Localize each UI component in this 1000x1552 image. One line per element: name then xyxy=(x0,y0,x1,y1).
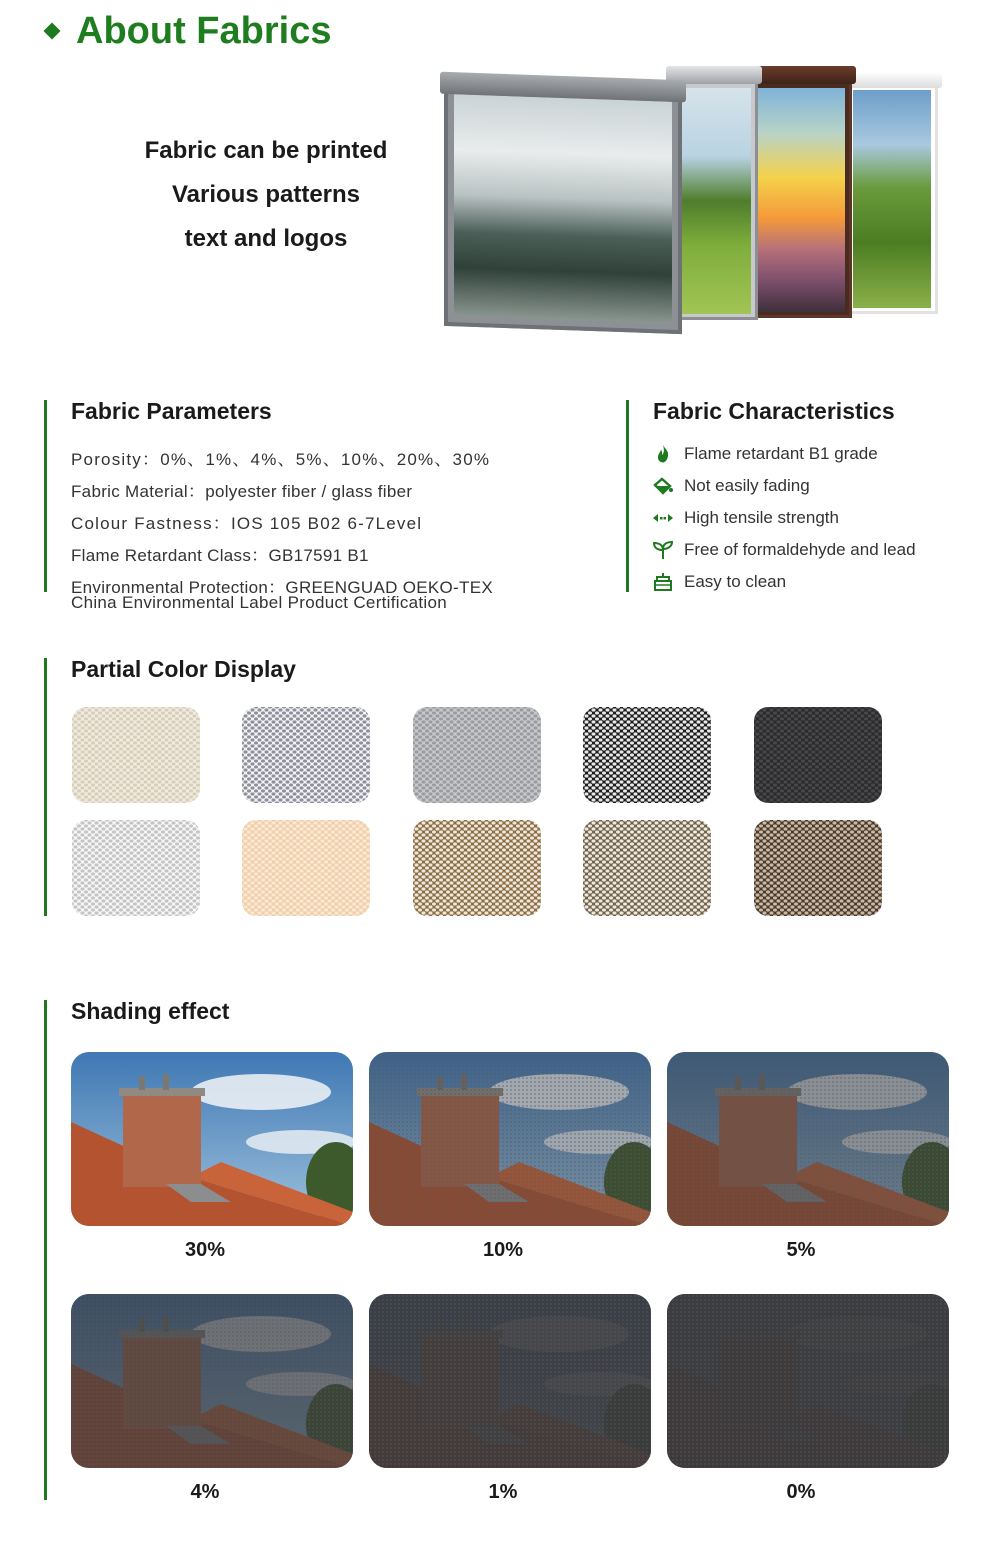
characteristic-label: Flame retardant B1 grade xyxy=(684,444,878,463)
characteristic-item xyxy=(652,540,916,560)
shading-label: 0% xyxy=(786,1481,816,1503)
blind-panel-forest xyxy=(454,94,672,324)
roller-blinds-illustration xyxy=(440,58,940,333)
blind-panel-hills xyxy=(853,90,931,308)
clean-icon xyxy=(652,572,674,592)
characteristic-item xyxy=(652,444,878,464)
shading-fabric-overlay xyxy=(667,1052,949,1226)
param-environmental: Environmental Protection：GREENGUAD OEKO-TEX xyxy=(71,578,493,597)
shading-label: 10% xyxy=(482,1239,524,1261)
blind-panel-sunset xyxy=(757,88,845,312)
fabric-swatch xyxy=(242,707,370,803)
fabric-swatch xyxy=(754,820,882,916)
flame-icon xyxy=(652,444,674,464)
param-material: Fabric Material：polyester fiber / glass fiber xyxy=(71,482,413,501)
param-flame-class: Flame Retardant Class：GB17591 B1 xyxy=(71,546,369,565)
fabric-swatch xyxy=(72,707,200,803)
shading-accent-bar xyxy=(44,1000,47,1500)
shading-fabric-overlay xyxy=(369,1052,651,1226)
shading-sample xyxy=(369,1052,651,1226)
shading-sample xyxy=(667,1294,949,1468)
shading-sample xyxy=(667,1052,949,1226)
shading-sample xyxy=(71,1294,353,1468)
colors-accent-bar xyxy=(44,658,47,916)
intro-line-2: Various patterns xyxy=(171,181,361,208)
characteristic-label: Easy to clean xyxy=(684,572,787,591)
param-porosity: Porosity：0%、1%、4%、5%、10%、20%、30% xyxy=(71,450,491,469)
shading-label: 4% xyxy=(190,1481,220,1503)
sprout-icon xyxy=(652,540,674,560)
fabric-swatch xyxy=(583,820,711,916)
page-title: About Fabrics xyxy=(76,10,332,52)
parameters-title: Fabric Parameters xyxy=(71,398,272,424)
characteristic-item xyxy=(652,572,786,592)
characteristic-item xyxy=(652,476,810,496)
intro-line-1: Fabric can be printed xyxy=(144,137,388,164)
param-certification: China Environmental Label Product Certification xyxy=(71,593,448,612)
colors-title: Partial Color Display xyxy=(71,656,296,682)
characteristic-item xyxy=(652,508,839,528)
intro-line-3: text and logos xyxy=(184,225,348,252)
shading-fabric-overlay xyxy=(667,1294,949,1468)
blind-cassette-brown xyxy=(746,66,856,84)
shading-label: 5% xyxy=(786,1239,816,1261)
fabric-swatch xyxy=(583,707,711,803)
param-colour-fastness: Colour Fastness：IOS 105 B02 6-7Level xyxy=(71,514,423,533)
shading-label: 1% xyxy=(488,1481,518,1503)
shading-sample xyxy=(369,1294,651,1468)
shading-sample xyxy=(71,1052,353,1226)
shading-label: 30% xyxy=(184,1239,226,1261)
paint-bucket-icon xyxy=(652,476,674,496)
fabric-swatch xyxy=(242,820,370,916)
shading-fabric-overlay xyxy=(369,1294,651,1468)
characteristic-label: High tensile strength xyxy=(684,508,839,527)
fabric-swatch xyxy=(72,820,200,916)
characteristics-accent-bar xyxy=(626,400,629,592)
characteristic-label: Free of formaldehyde and lead xyxy=(684,540,916,559)
parameters-accent-bar xyxy=(44,400,47,592)
fabric-swatch xyxy=(413,707,541,803)
fabric-swatch xyxy=(754,707,882,803)
fabric-swatch xyxy=(413,820,541,916)
shading-title: Shading effect xyxy=(71,998,230,1024)
characteristic-label: Not easily fading xyxy=(684,476,810,495)
shading-fabric-overlay xyxy=(71,1052,353,1226)
header-diamond-icon xyxy=(44,23,61,40)
double-arrow-icon xyxy=(652,508,674,528)
blind-panel-tree xyxy=(677,88,751,314)
shading-fabric-overlay xyxy=(71,1294,353,1468)
blind-cassette-white xyxy=(844,72,942,88)
characteristics-title: Fabric Characteristics xyxy=(653,398,895,424)
